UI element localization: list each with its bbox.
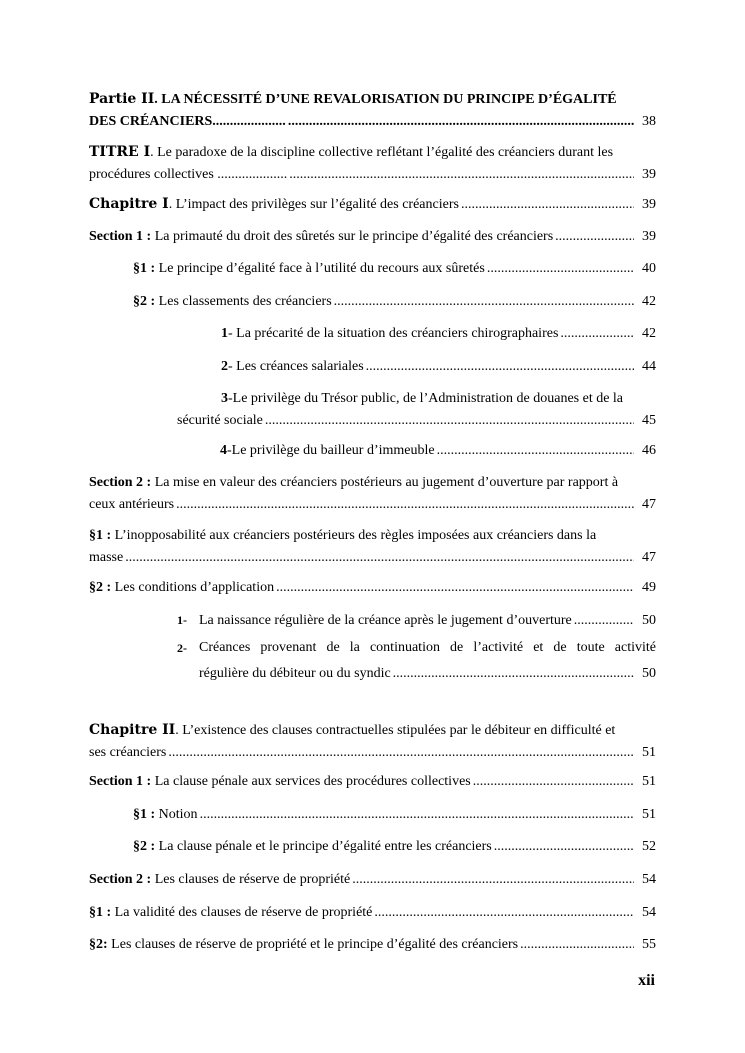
dot-leader [520,934,634,956]
entry-text: . L’impact des privilèges sur l’égalité des créanciers [168,197,459,212]
entry-text-cont: DES CRÉANCIERS..................... [89,114,286,129]
entry-text-cont: masse [89,550,124,565]
entry-text: La clause pénale et le principe d’égalité entre les créanciers [155,839,492,854]
entry-label: Section 2 : [89,872,152,887]
page-ref: 54 [642,872,656,887]
entry-text-cont: ses créanciers [89,745,167,760]
dot-leader [374,902,634,924]
toc-entry-section-2[interactable] [89,472,656,516]
toc-entry-s1-p2-item-1[interactable] [221,323,656,345]
page-ref: 47 [642,497,656,512]
dot-leader [560,323,634,345]
toc-entry-partie-2[interactable] [89,88,656,133]
toc-entry-c2-s2-para-2[interactable] [89,934,656,956]
entry-label: TITRE I [89,144,151,160]
page-ref: 46 [642,443,656,458]
entry-label: 3 [221,391,228,406]
dot-leader [265,410,634,432]
page-ref: 39 [642,197,656,212]
entry-text: La clause pénale aux services des procédures collectives [151,774,471,789]
entry-text: La naissance régulière de la créance après le jugement d’ouverture [199,613,572,628]
dot-leader [276,577,634,599]
page-ref: 45 [642,413,656,428]
entry-label: §1 : [89,528,112,543]
entry-text: Les conditions d’application [111,580,275,595]
toc-entry-chapitre-1[interactable] [89,193,656,216]
entry-label: §2 : [89,580,112,595]
entry-text: Notion [155,807,198,822]
page-ref: 38 [642,114,656,129]
dot-leader [437,440,634,462]
entry-label: Chapitre II [89,722,176,738]
entry-text: - Les créances salariales [228,359,364,374]
page-ref: 50 [642,666,656,681]
page-ref: 55 [642,937,656,952]
page-number: xii [638,972,655,989]
entry-label: 2 [221,359,228,374]
entry-text: L’inopposabilité aux créanciers postérieurs des règles imposées aux créanciers dans la [111,528,597,543]
dot-leader [555,226,634,248]
entry-label: 4 [220,443,227,458]
entry-text: -Le privilège du bailleur d’immeuble [227,443,435,458]
toc-entry-s2-para-1[interactable] [89,525,656,569]
entry-label: 2- [177,641,187,655]
entry-text: Les classements des créanciers [155,294,332,309]
page-ref: 52 [642,839,656,854]
toc-entry-s1-para-2[interactable] [133,291,656,313]
page-ref: 54 [642,905,656,920]
toc-entry-chapitre-2[interactable] [89,719,656,764]
page-ref: 39 [642,167,656,182]
entry-label: §2 : [133,294,156,309]
entry-label: Chapitre I [89,196,169,212]
page-ref: 51 [642,807,656,822]
page-ref: 40 [642,261,656,276]
dot-leader [461,194,634,216]
dot-leader [487,258,634,280]
entry-text: Créances provenant de la continuation de l’activité et de toute activité [199,640,656,655]
entry-text-cont: régulière du débiteur ou du syndic [199,666,391,681]
page-ref: 44 [642,359,656,374]
dot-leader [289,164,634,186]
entry-label: §1 : [133,261,156,276]
entry-text-cont: sécurité sociale [177,413,263,428]
entry-text-cont: procédures collectives .................... [89,167,288,182]
dot-leader [352,869,634,891]
toc-entry-c2-s1-para-2[interactable] [133,836,656,858]
entry-text: Le principe d’égalité face à l’utilité du recours aux sûretés [155,261,485,276]
entry-label: §2 : [133,839,156,854]
entry-text: -Le privilège du Trésor public, de l’Administration de douanes et de la [228,391,624,406]
toc-entry-titre-1[interactable] [89,141,656,186]
dot-leader [366,356,634,378]
page-ref: 39 [642,229,656,244]
toc-entry-s1-p2-item-2[interactable] [221,356,656,378]
dot-leader [176,494,634,516]
entry-label: Partie II [89,91,155,107]
toc-entry-s2-p2-item-2[interactable] [177,635,656,687]
toc-entry-c2-section-2[interactable] [89,869,656,891]
entry-text-cont: ceux antérieurs [89,497,175,512]
toc-entry-s2-p2-item-1[interactable] [177,609,656,632]
page-ref: 47 [642,550,656,565]
page-ref: 49 [642,580,656,595]
entry-text: . Le paradoxe de la discipline collective reflétant l’égalité des créanciers durant les [150,145,614,160]
toc-entry-s2-para-2[interactable] [89,577,656,599]
dot-leader [168,742,634,764]
entry-label: Section 2 : [89,475,152,490]
entry-text: - La précarité de la situation des créanciers chirographaires [228,326,559,341]
page-ref: 50 [642,613,656,628]
toc-entry-c2-s2-para-1[interactable] [89,902,656,924]
entry-text: Les clauses de réserve de propriété et le principe d’égalité des créanciers [107,937,519,952]
entry-text: . L’existence des clauses contractuelles stipulées par le débiteur en difficulté et [175,723,616,738]
dot-leader [288,111,634,133]
entry-text: La primauté du droit des sûretés sur le principe d’égalité des créanciers [151,229,554,244]
toc-entry-s1-p2-item-4[interactable] [220,440,656,462]
entry-label: 1 [221,326,228,341]
dot-leader [200,804,634,826]
entry-label: 1- [177,613,187,627]
entry-label: §1 : [133,807,156,822]
entry-label: Section 1 : [89,229,152,244]
dot-leader [574,610,634,632]
page-ref: 51 [642,774,656,789]
entry-text: . LA NÉCESSITÉ D’UNE REVALORISATION DU PRINCIPE D’ÉGALITÉ [154,92,617,107]
dot-leader [473,771,634,793]
entry-text: La validité des clauses de réserve de propriété [111,905,373,920]
toc-entry-c2-section-1[interactable] [89,771,656,793]
page-ref: 51 [642,745,656,760]
entry-text: Les clauses de réserve de propriété [151,872,351,887]
toc-entry-s1-para-1[interactable] [133,258,656,280]
toc-entry-c2-s1-para-1[interactable] [133,804,656,826]
entry-text: La mise en valeur des créanciers postérieurs au jugement d’ouverture par rapport à [151,475,619,490]
dot-leader [393,661,634,687]
dot-leader [494,836,634,858]
entry-label: §2: [89,937,108,952]
entry-label: Section 1 : [89,774,152,789]
page-ref: 42 [642,294,656,309]
dot-leader [334,291,634,313]
toc-entry-section-1[interactable] [89,226,656,248]
toc-entry-s1-p2-item-3[interactable] [177,388,656,432]
page-ref: 42 [642,326,656,341]
dot-leader [125,547,634,569]
entry-label: §1 : [89,905,112,920]
